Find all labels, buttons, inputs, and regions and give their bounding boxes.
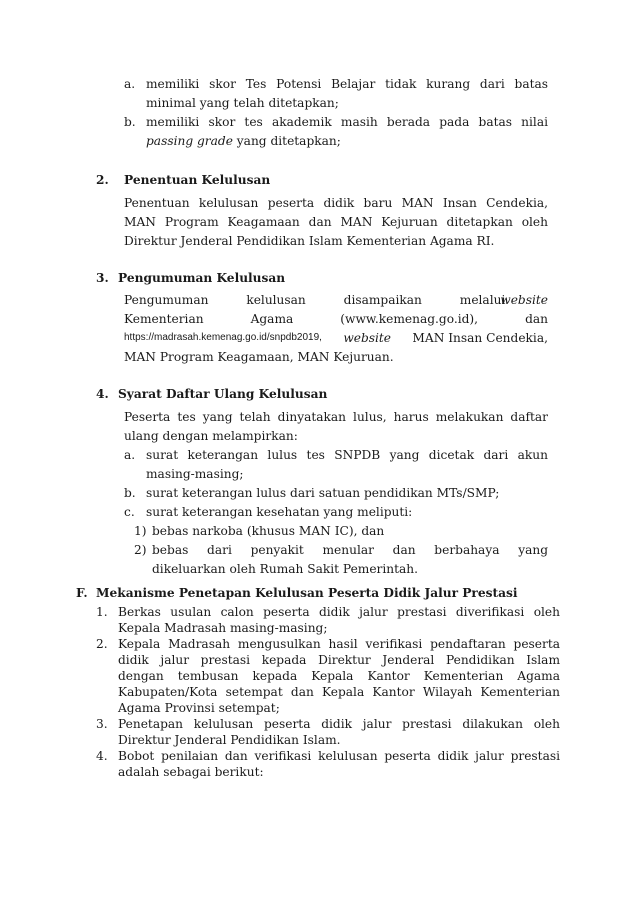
section-number: 4. <box>96 387 109 401</box>
paragraph-line: Kementerian Agama (www.kemenag.go.id), dan <box>124 312 548 326</box>
sublist-marker: 2) <box>134 543 147 557</box>
paragraph-line <box>124 330 548 346</box>
list-item-text: Kepala Madrasah mengusulkan hasil verifikasi pendaftaran peserta <box>118 637 560 651</box>
section-letter: F. <box>76 586 88 600</box>
list-item-text: surat keterangan lulus dari satuan pendidikan MTs/SMP; <box>146 486 500 500</box>
list-marker: a. <box>124 448 136 462</box>
list-item-text: Kabupaten/Kota setempat dan Kepala Kantor Wilayah Kementerian <box>118 685 560 699</box>
paragraph-text: Pengumuman kelulusan disampaikan melalui <box>124 293 506 307</box>
list-item-text: Direktur Jenderal Pendidikan Islam. <box>118 733 341 747</box>
list-marker: 2. <box>96 637 108 651</box>
list-marker: a. <box>124 77 136 91</box>
paragraph-line: MAN Program Keagamaan dan MAN Kejuruan ditetapkan oleh <box>124 215 548 229</box>
paragraph-line: Peserta tes yang telah dinyatakan lulus, harus melakukan daftar <box>124 410 548 424</box>
section-number: 2. <box>96 173 109 187</box>
sublist-marker: 1) <box>134 524 147 538</box>
section-heading: Syarat Daftar Ulang Kelulusan <box>118 387 328 401</box>
section-number: 3. <box>96 271 109 285</box>
paragraph-line <box>124 292 548 308</box>
list-item-text: Agama Provinsi setempat; <box>118 701 280 715</box>
paragraph-text: MAN Insan Cendekia, <box>412 331 548 345</box>
list-marker: b. <box>124 115 136 129</box>
sublist-item-text: bebas dari penyakit menular dan berbahaya yang <box>152 543 548 557</box>
section-heading: Mekanisme Penetapan Kelulusan Peserta Didik Jalur Prestasi <box>96 586 518 600</box>
paragraph-line: Penentuan kelulusan peserta didik baru MAN Insan Cendekia, <box>124 196 548 210</box>
sublist-item-text: dikeluarkan oleh Rumah Sakit Pemerintah. <box>152 562 419 576</box>
section-heading: Pengumuman Kelulusan <box>118 271 286 285</box>
list-item-text: Penetapan kelulusan peserta didik jalur prestasi dilakukan oleh <box>118 717 560 731</box>
list-item-text: surat keterangan kesehatan yang meliputi: <box>146 505 413 519</box>
list-item-text-rest: yang ditetapkan; <box>232 134 341 148</box>
list-item-text: adalah sebagai berikut: <box>118 765 264 779</box>
list-item-text: minimal yang telah ditetapkan; <box>146 96 339 110</box>
paragraph-line: MAN Program Keagamaan, MAN Kejuruan. <box>124 350 394 364</box>
italic-term: website <box>343 331 392 345</box>
list-item-text <box>146 133 341 149</box>
list-marker: b. <box>124 486 136 500</box>
paragraph-line: ulang dengan melampirkan: <box>124 429 298 443</box>
sublist-item-text: bebas narkoba (khusus MAN IC), dan <box>152 524 385 538</box>
list-item-text: memiliki skor tes akademik masih berada pada batas nilai <box>146 115 548 129</box>
list-item-text: memiliki skor Tes Potensi Belajar tidak kurang dari batas <box>146 77 548 91</box>
list-marker: 4. <box>96 749 108 763</box>
italic-term: website <box>500 293 548 307</box>
url-link[interactable]: https://madrasah.kemenag.go.id/snpdb2019, <box>124 332 322 343</box>
list-item-text: Kepala Madrasah masing-masing; <box>118 621 328 635</box>
list-marker: 3. <box>96 717 108 731</box>
list-item-text: surat keterangan lulus tes SNPDB yang dicetak dari akun <box>146 448 548 462</box>
list-item-text: Bobot penilaian dan verifikasi kelulusan peserta didik jalur prestasi <box>118 749 560 763</box>
list-item-text: didik jalur prestasi kepada Direktur Jenderal Pendidikan Islam <box>118 653 560 667</box>
list-marker: 1. <box>96 605 108 619</box>
list-item-text: masing-masing; <box>146 467 244 481</box>
paragraph-line: Direktur Jenderal Pendidikan Islam Kementerian Agama RI. <box>124 234 495 248</box>
section-heading: Penentuan Kelulusan <box>124 173 271 187</box>
italic-term: passing grade <box>146 134 233 148</box>
list-item-text: Berkas usulan calon peserta didik jalur prestasi diverifikasi oleh <box>118 605 560 619</box>
list-item-text: dengan tembusan kepada Kepala Kantor Kementerian Agama <box>118 669 560 683</box>
list-marker: c. <box>124 505 135 519</box>
